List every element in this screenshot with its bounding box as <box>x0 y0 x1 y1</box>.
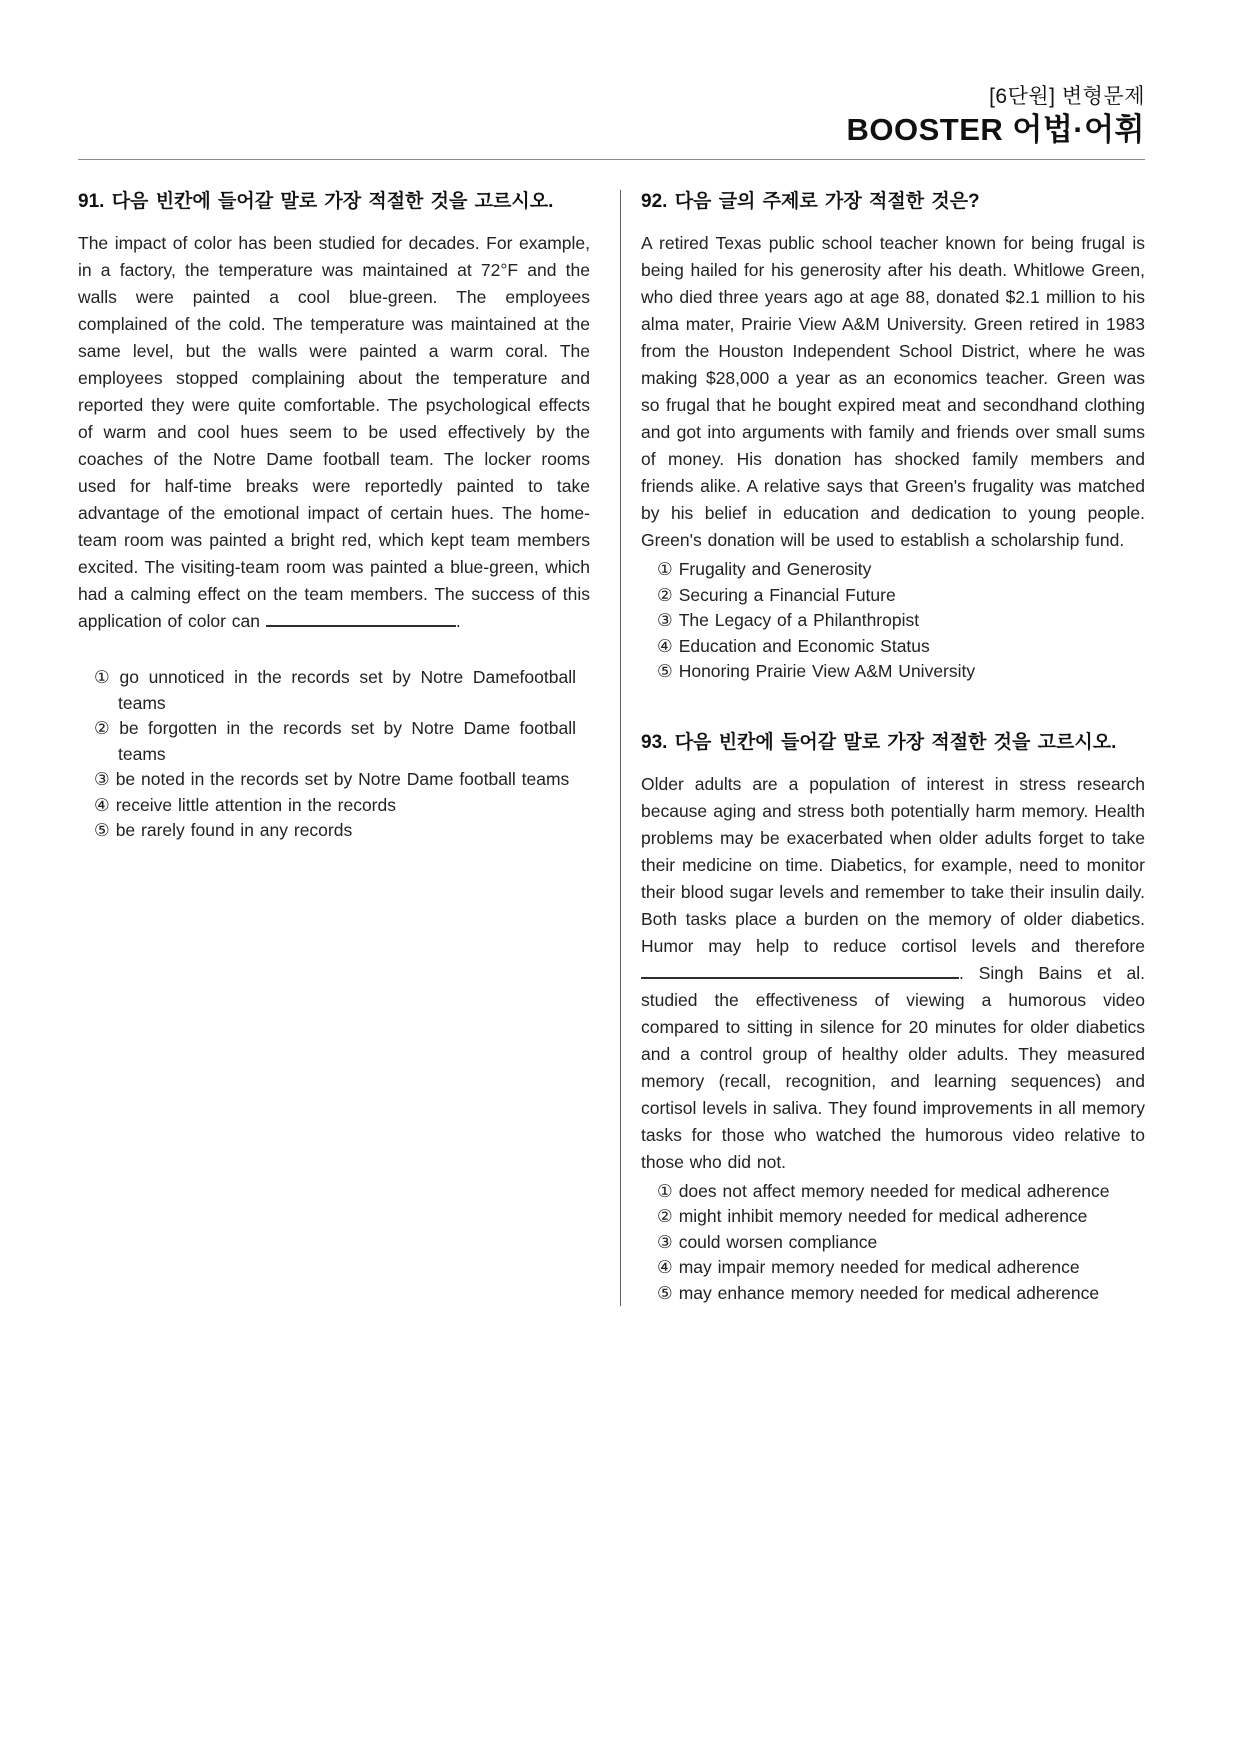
passage-text: The impact of color has been studied for decades. For example, in a factory, the temperature was maintained at 72°F and the walls were painted a cool blue-green. The employees complained of the cold. The temperature was maintained at the same level, but the walls were painted a warm coral. The employees stopped complaining about the temperature and reported they were quite comfortable. The psychological effects of warm and cool hues seem to be used effectively by the coaches of the Notre Dame football team. The locker rooms used for half-time breaks were reportedly painted to take advantage of the emotional impact of certain hues. The home-team room was painted a bright red, which kept team members excited. The visiting-team room was painted a blue-green, which had a calming effect on the team members. The success of this application of color can <box>78 233 590 631</box>
choice-item <box>94 793 576 819</box>
passage-text: Older adults are a population of interest in stress research because aging and stress both potentially harm memory. Health problems may be exacerbated when older adults forget to take their medicine on time. Diabetics, for example, need to monitor their blood sugar levels and remember to take their insulin daily. Both tasks place a burden on the memory of older diabetics. Humor may help to reduce cortisol levels and therefore <box>641 773 1145 956</box>
question-prompt: 다음 빈칸에 들어갈 말로 가장 적절한 것을 고르시오. <box>674 731 1117 753</box>
choice-marker: ⑤ <box>94 820 110 840</box>
choice-item <box>657 634 1131 660</box>
choice-text: does not affect memory needed for medical adherence <box>678 1180 1110 1201</box>
choice-item <box>657 1204 1131 1230</box>
choice-text: be noted in the records set by Notre Dame football teams <box>115 769 570 789</box>
question-prompt: 다음 빈칸에 들어갈 말로 가장 적절한 것을 고르시오. <box>111 191 554 212</box>
choice-marker: ① <box>657 1180 673 1201</box>
question-number: 91. <box>78 191 105 212</box>
choice-text: Honoring Prairie View A&M University <box>678 661 976 681</box>
choice-list <box>641 1179 1145 1307</box>
choice-marker: ③ <box>657 1231 673 1252</box>
choice-item <box>94 665 576 716</box>
choice-item <box>657 583 1131 609</box>
choice-text: might inhibit memory needed for medical adherence <box>678 1206 1088 1226</box>
choice-text: Education and Economic Status <box>678 635 930 656</box>
question-prompt: 다음 글의 주제로 가장 적절한 것은? <box>674 191 980 212</box>
choice-marker: ④ <box>657 635 673 656</box>
choice-item <box>657 608 1131 634</box>
choice-text: may impair memory needed for medical adherence <box>678 1257 1080 1277</box>
choice-item <box>657 659 1131 685</box>
choice-list <box>641 557 1145 685</box>
choice-marker: ② <box>657 1206 673 1226</box>
choice-item <box>657 1230 1131 1256</box>
passage-text-after: . Singh Bains et al. studied the effectiveness of viewing a humorous video compared to sitting in silence for 20 minutes for older diabetics and a control group of healthy older adults. They measured memory (recall, recognition, and learning sequences) and cortisol levels in saliva. They found improvements in all memory tasks for those who watched the humorous video relative to those who did not. <box>641 962 1145 1172</box>
choice-text: Securing a Financial Future <box>678 584 896 605</box>
choice-text: Frugality and Generosity <box>678 559 872 579</box>
choice-item <box>657 1281 1131 1307</box>
choice-list <box>78 665 590 844</box>
question-heading <box>641 731 1145 754</box>
choice-item <box>94 716 576 767</box>
question-number: 92. <box>641 191 668 212</box>
answer-blank <box>641 962 959 978</box>
choice-marker: ② <box>657 584 673 605</box>
choice-item <box>657 557 1131 583</box>
question-passage <box>78 230 590 635</box>
choice-marker: ① <box>94 667 114 687</box>
choice-item <box>657 1255 1131 1281</box>
choice-text: be forgotten in the records set by Notre Dame football teams <box>118 718 576 764</box>
question-heading <box>641 190 1145 213</box>
question-92 <box>641 190 1145 685</box>
question-number: 93. <box>641 731 668 753</box>
left-column <box>78 190 621 1306</box>
passage-text-after: . <box>455 611 461 631</box>
passage-text: A retired Texas public school teacher known for being frugal is being hailed for his generosity after his death. Whitlowe Green, who died three years ago at age 88, donated $2.1 million to his alma mater, Prairie View A&M University. Green retired in 1983 from the Houston Independent School District, where he was making $28,000 a year as an economics teacher. Green was so frugal that he bought expired meat and secondhand clothing and got into arguments with family and friends over small sums of money. His donation has shocked family members and friends alike. A relative says that Green's frugality was matched by his belief in education and dedication to young people. Green's donation will be used to establish a scholarship fund. <box>641 233 1145 550</box>
question-91 <box>78 190 590 844</box>
choice-text: be rarely found in any records <box>115 820 353 840</box>
choice-item <box>94 818 576 844</box>
choice-marker: ④ <box>94 794 110 815</box>
choice-item <box>657 1179 1131 1205</box>
header-divider <box>78 159 1145 160</box>
choice-marker: ② <box>94 718 114 738</box>
question-passage <box>641 230 1145 554</box>
choice-marker: ④ <box>657 1257 673 1277</box>
choice-text: may enhance memory needed for medical adherence <box>678 1282 1100 1303</box>
question-93 <box>641 731 1145 1307</box>
choice-item <box>94 767 576 793</box>
choice-marker: ⑤ <box>657 1282 673 1303</box>
choice-marker: ③ <box>94 769 110 789</box>
unit-label: [6단원] 변형문제 <box>989 85 1145 108</box>
question-passage <box>641 771 1145 1176</box>
question-heading <box>78 190 590 213</box>
choice-marker: ⑤ <box>657 661 673 681</box>
choice-text: The Legacy of a Philanthropist <box>678 610 920 630</box>
choice-text: go unnoticed in the records set by Notre Damefootball teams <box>118 667 576 713</box>
choice-text: receive little attention in the records <box>115 794 396 815</box>
content-columns <box>78 190 1145 1306</box>
page-header <box>78 84 1145 149</box>
choice-marker: ① <box>657 559 673 579</box>
choice-marker: ③ <box>657 610 673 630</box>
answer-blank <box>266 611 456 627</box>
right-column <box>621 190 1145 1306</box>
booster-title: BOOSTER 어법·어휘 <box>846 112 1145 147</box>
choice-text: could worsen compliance <box>678 1231 878 1252</box>
